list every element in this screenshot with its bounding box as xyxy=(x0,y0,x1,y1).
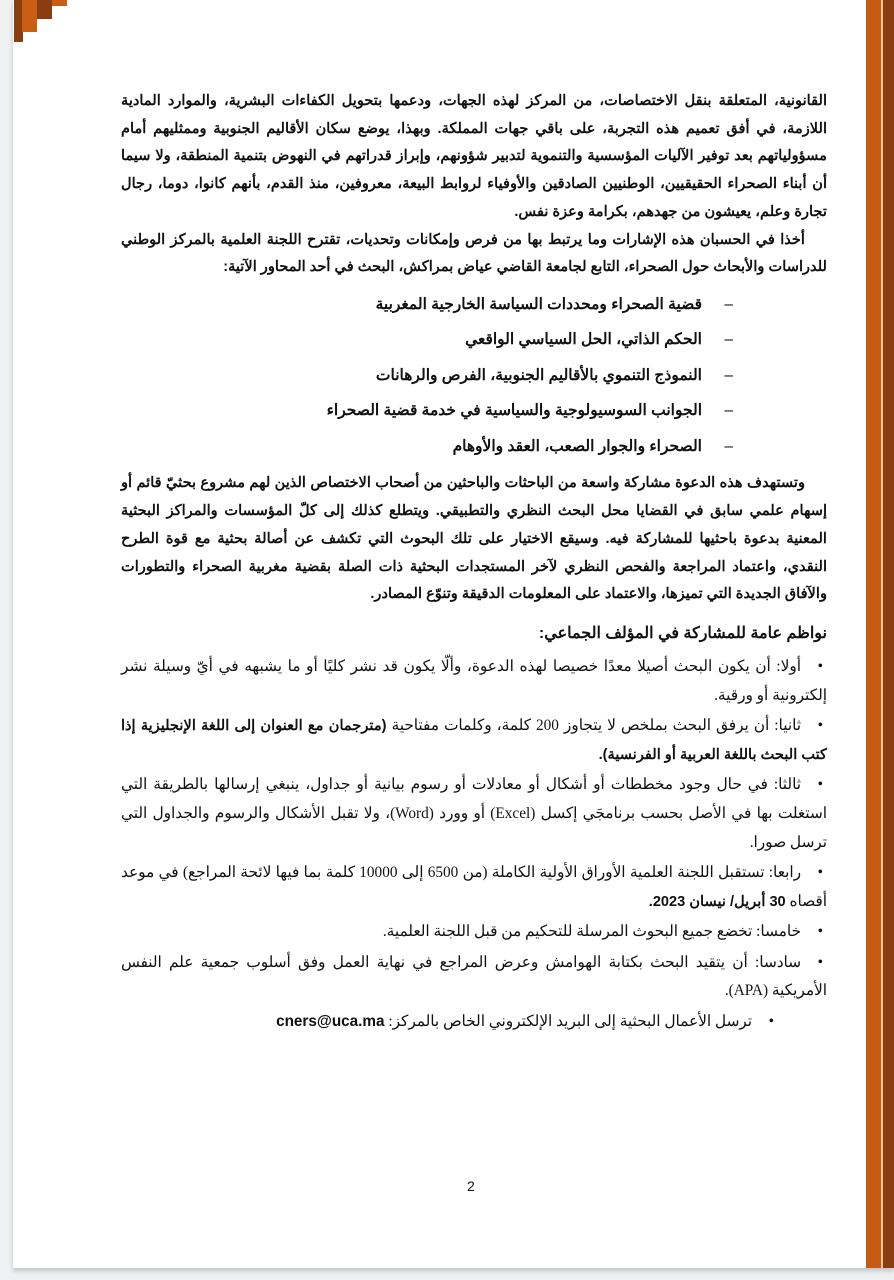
side-border-decoration xyxy=(866,0,894,1268)
rule-item xyxy=(121,653,827,710)
paragraph-proposal: أخذا في الحسبان هذه الإشارات وما يرتبط بها من فرص وإمكانات وتحديات، تقترح اللجنة العلمية بالمركز الوطني للدراسات والأبحاث حول الصحراء، التابع لجامعة القاضي عياض بمراكش، البحث في أحد المحاور الآتية: xyxy=(121,231,827,276)
document-body xyxy=(121,88,827,1039)
rules-title: نواظم عامة للمشاركة في المؤلف الجماعي: xyxy=(538,624,827,642)
rule-item xyxy=(121,771,827,857)
rule-text: ثالثا: في حال وجود مخططات أو أشكال أو معادلات أو رسوم بيانية أو جداول، ينبغي إرسالها بالطريقة التي استغلت بها في الأصل بحسب برنامجَي إكسل (Excel) أو وورد (Word)، ولا تقبل الأشكال والرسوم والجداول التي ترسل صورا. xyxy=(121,776,827,851)
rule-item xyxy=(121,712,827,769)
bullet-icon: • xyxy=(817,657,823,675)
axis-item xyxy=(121,322,733,358)
email-link[interactable]: cners@uca.ma xyxy=(276,1013,385,1031)
corner-decoration xyxy=(13,0,93,45)
axis-item xyxy=(121,287,733,323)
bullet-icon: • xyxy=(817,953,823,971)
rule-text: رابعا: تستقبل اللجنة العلمية الأوراق الأولية الكاملة (من 6500 إلى 10000 كلمة بما فيها لائحة المراجع) في موعد أقصاه xyxy=(121,864,827,910)
corner-bar xyxy=(37,0,52,19)
submission-item xyxy=(121,1008,827,1037)
rule-item xyxy=(121,859,827,916)
axis-text: الحكم الذاتي، الحل السياسي الواقعي xyxy=(465,331,702,349)
corner-bar xyxy=(22,0,37,32)
paragraph-target: وتستهدف هذه الدعوة مشاركة واسعة من الباحثات والباحثين من أصحاب الاختصاص الذين لهم مشروع بحثيّ قائم أو إسهام علمي سابق في القضايا محل البحث النظري والتطبيقي. ويتطلع كذلك إلى كلّ المؤسسات والمراكز البحثية المعنية بدعوة باحثيها للمشاركة فيه. وسيقع الاختيار على تلك البحوث التي تكشف عن أصالة بحثية مع قوة الطرح النقدي، واعتماد المراجعة والفحص النظري لآخر المستجدات البحثية ذات الصلة بقضية مغربية الصحراء والتطورات والآفاق الجديدة التي تميزها، والاعتماد على المعلومات الدقيقة وتنوّع المصادر. xyxy=(121,475,827,603)
axis-item xyxy=(121,358,733,394)
axis-text: الجوانب السوسيولوجية والسياسية في خدمة قضية الصحراء xyxy=(326,402,702,420)
axis-text: الصحراء والجوار الصعب، العقد والأوهام xyxy=(452,437,702,455)
axis-item xyxy=(121,429,733,465)
dash-marker: – xyxy=(724,366,733,384)
axis-text: النموذج التنموي بالأقاليم الجنوبية، الفرص والرهانات xyxy=(375,366,702,384)
rule-text: أولا: أن يكون البحث أصيلا معدًا خصيصا لهذه الدعوة، وألّا يكون قد نشر كليًا أو ما يشبهه في أيّ وسيلة نشر إلكترونية أو ورقية. xyxy=(121,657,827,704)
document-page xyxy=(13,0,894,1268)
research-axes-list xyxy=(121,287,827,465)
dash-marker: – xyxy=(724,331,733,349)
rule-text: ثانيا: أن يرفق البحث بملخص لا يتجاوز 200 كلمة، وكلمات مفتاحية xyxy=(386,717,801,735)
dash-marker: – xyxy=(724,295,733,313)
submission-text: ترسل الأعمال البحثية إلى البريد الإلكتروني الخاص بالمركز: xyxy=(384,1013,752,1031)
rule-text: سادسا: أن يتقيد البحث بكتابة الهوامش وعرض المراجع في نهاية العمل وفق أسلوب جمعية علم النفس الأمريكية (APA). xyxy=(121,953,827,1000)
axis-text: قضية الصحراء ومحددات السياسة الخارجية المغربية xyxy=(375,295,702,313)
dash-marker: – xyxy=(724,437,733,455)
bullet-icon: • xyxy=(817,864,823,882)
side-stripe-orange xyxy=(866,0,881,1268)
rule-bold-text: 30 أبريل/ نيسان 2023. xyxy=(648,893,786,910)
bullet-icon: • xyxy=(817,923,823,941)
rules-list xyxy=(121,653,827,1037)
bullet-icon: • xyxy=(817,717,823,735)
bullet-icon: • xyxy=(817,776,823,794)
rule-text: خامسا: تخضع جميع البحوث المرسلة للتحكيم من قبل اللجنة العلمية. xyxy=(382,923,801,941)
side-stripe-brown xyxy=(883,0,894,1268)
rule-item xyxy=(121,949,827,1006)
bullet-icon: • xyxy=(768,1013,774,1031)
dash-marker: – xyxy=(724,402,733,420)
corner-bar xyxy=(52,0,67,6)
rule-bold-text: (مترجمان مع العنوان إلى اللغة الإنجليزية إذا كتب البحث باللغة العربية أو الفرنسية). xyxy=(121,718,827,763)
paragraph-intro: القانونية، المتعلقة بنقل الاختصاصات، من المركز لهذه الجهات، ودعمها بتحويل الكفاءات البشرية، والموارد المادية اللازمة، في أفق تعميم هذه التجربة، على باقي جهات المملكة. وبهذا، يوضع سكان الأقاليم الجنوبية وممثليهم أمام مسؤولياتهم بعد توفير الآليات المؤسسية والتنموية لتدبير شؤونهم، وإبراز قدراتهم في النهوض بتنمية المنطقة، ولا سيما أن أبناء الصحراء الحقيقيين، الوطنيين الصادقين والأوفياء لروابط البيعة، معروفين، منذ القدم، بأنهم كانوا، دوما، رجال تجارة وعلم، يعيشون من جهدهم، بكرامة وعزة نفس. xyxy=(121,93,827,220)
axis-item xyxy=(121,393,733,429)
rule-item xyxy=(121,918,827,947)
page-number: 2 xyxy=(467,1178,475,1194)
